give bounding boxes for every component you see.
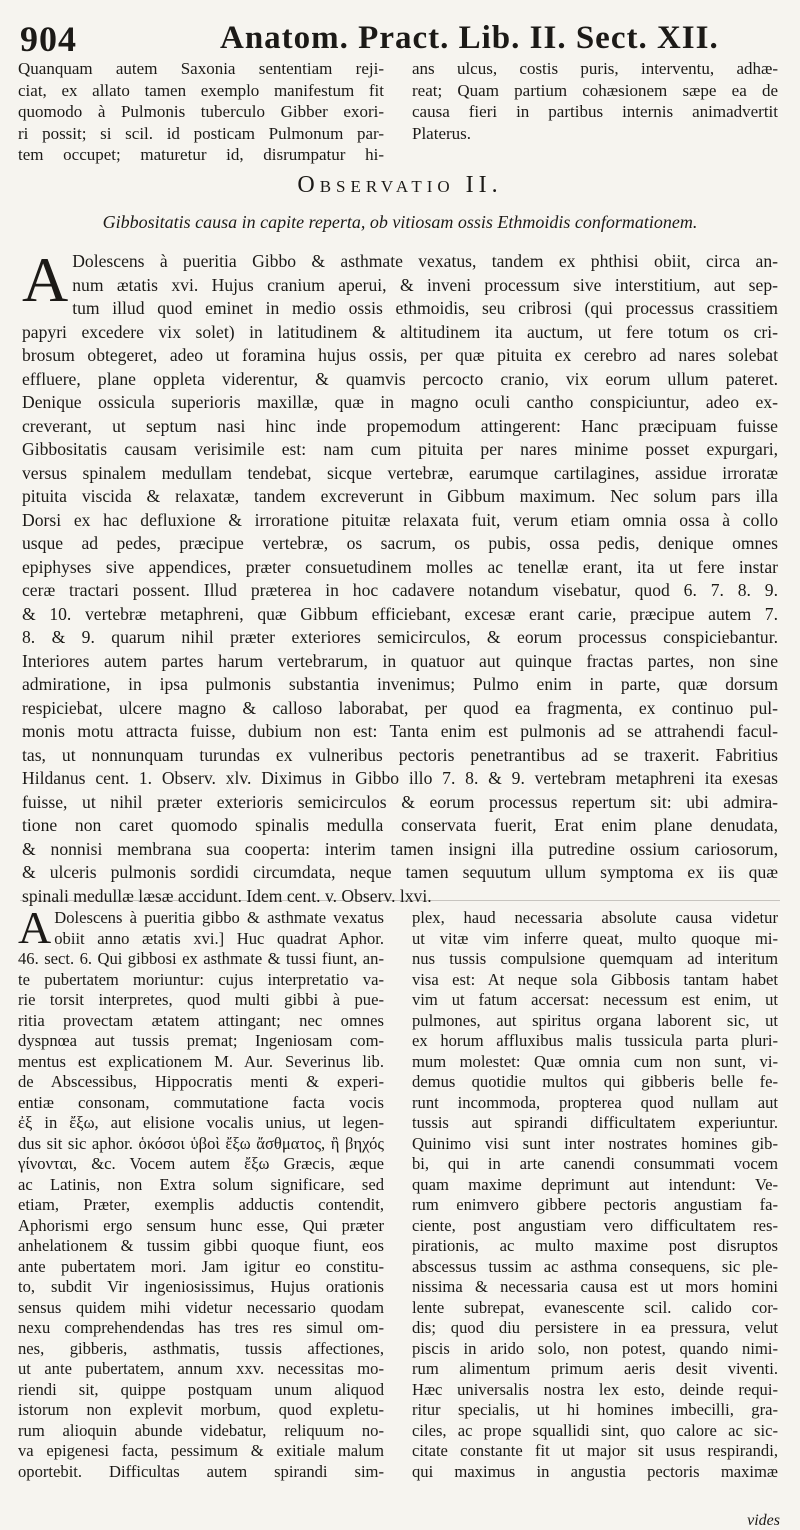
commentary-section [18, 908, 778, 1482]
text-line: mentus est explicationem M. Aur. Severinus lib. [18, 1051, 384, 1071]
text-line: tussis aut spirandi difficultatem experiuntur. [412, 1113, 778, 1132]
text-line: ut vitæ vim inferre queat, multo quoque mi- [412, 928, 778, 948]
text-line: piscis in arido solo, non potest, quando nimi- [412, 1338, 778, 1358]
text-line: rum enimvero gibbere pectoris angustiam fa- [412, 1195, 778, 1214]
text-line: Interiores autem partes harum vertebrarum, in quatuor aut quinque fractas partes, non sine [22, 650, 778, 671]
text-line: effluere, plane oppleta viderentur, & quamvis percocto cranio, vix eorum ullum pateret. [22, 368, 778, 389]
text-line: vim ut fatum accersat: necessum est enim, ut [412, 990, 778, 1009]
text-line: fuisse, ut nihil præter exterioris semicirculos & eorum processus repertum sit: ubi admira- [22, 791, 778, 812]
text-line: pulmones, aut spiritus organa laborent sic, ut [412, 1010, 778, 1030]
text-line: versus spinalem medullam tendebat, sicque vertebræ, earumque cartilagines, assidue irroratæ [22, 462, 778, 483]
text-line: istorum non explevit morbum, quod expletu- [18, 1400, 384, 1419]
text-line: Gibbositatis causam verisimile est: nam cum pituita per nares minime posset expurgari, [22, 439, 778, 459]
text-line: nus tussis compulsione quemquam ad interitum [412, 949, 778, 968]
text-line: dyspnœa aut tussis premat; Ingeniosam com- [18, 1031, 384, 1050]
text-line: admiratione, in ipsa pulmonis substantia invenimus; Pulmo enim in parte, quæ dorsum [22, 674, 778, 694]
text-line: usque ad pedes, præcipue vertebræ, os sacrum, os pubis, ossa pedis, denique omnes [22, 533, 778, 553]
top-left-column [18, 58, 384, 166]
text-line: ri possit; si scil. id posticam Pulmonum par- [18, 123, 384, 143]
text-line: entiæ consonam, commutatione facta vocis [18, 1092, 384, 1112]
text-line: pituita viscida & relaxatæ, tandem excreverunt in Gibbum maximum. Nec solum pars illa [22, 486, 778, 506]
commentary-right-column [412, 908, 778, 1482]
text-line: qui maximus in angustia pectoris maximæ [412, 1461, 778, 1481]
observation-subtitle: Gibbositatis causa in capite reperta, ob vitiosam ossis Ethmoidis conformationem. [102, 212, 698, 232]
text-line: ἐξ in ἔξω, aut elisione vocalis unius, ut legen- [18, 1113, 384, 1132]
text-line: Quanquam autem Saxonia sententiam reji- [18, 59, 384, 78]
text-line: obiit anno ætatis xvi.] Huc quadrat Aphor. [54, 928, 384, 948]
text-line: anhelationem & tussim gibbi quoque fiunt, eos [18, 1236, 384, 1255]
text-line: Dorsi ex hac defluxione & irroratione pituitæ relaxata fuit, verum etiam omnia ossa à collo [22, 509, 778, 530]
page-number: 904 [20, 19, 77, 59]
text-line: riendi sit, quippe postquam unum aliquod [18, 1379, 384, 1399]
text-line: plex, haud necessaria absolute causa videtur [412, 908, 778, 927]
text-line: γίνονται, &c. Vocem autem ἔξω Græcis, æque [18, 1154, 384, 1173]
text-line: nexu comprehendendas has tres res simul om- [18, 1318, 384, 1337]
text-line: abscessus tussim ac asthma consequens, sic ple- [412, 1256, 778, 1276]
catchword: vides [747, 1512, 780, 1529]
text-line: nes, gibberis, asthmatis, tussis affectiones, [18, 1338, 384, 1358]
text-line: nissima & necessaria causa est ut mors homini [412, 1277, 778, 1296]
text-line: rum alimentum primum aeris desit viventi. [412, 1359, 778, 1378]
text-line: Hæc universalis nostra lex esto, deinde requi- [412, 1379, 778, 1399]
text-line: ante pubertatem mori. Jam igitur eo constitu- [18, 1256, 384, 1276]
observation-title: Observatio II. [297, 172, 503, 198]
text-line: oportebit. Difficultas autem spirandi sim- [18, 1461, 384, 1481]
text-line: bi, qui in arte canendi consummati vocem [412, 1154, 778, 1173]
text-line: quomodo à Pulmonis tuberculo Gibber exori- [18, 102, 384, 121]
text-line: tione non caret quomodo spinalis medulla conservata fuerit, Erat enim plane denudata, [22, 815, 778, 835]
commentary-left-column [18, 908, 384, 1482]
text-line: causa fieri in partibus internis animadvertit [412, 102, 778, 121]
text-line: Platerus. [412, 123, 472, 143]
text-line: & 10. vertebræ metaphreni, quæ Gibbum efficiebant, excesæ erant carie, præcipue autem 7. [22, 603, 778, 624]
commentary-drop-cap: A [18, 908, 52, 953]
text-line: tas, ut nonnunquam turundas ex vulneribus pectoris penetrantibus ad se traxerit. Fabritius [22, 744, 778, 765]
section-divider [20, 900, 780, 901]
text-line: Dolescens à pueritia gibbo & asthmate vexatus [54, 908, 384, 927]
text-line: va epigenesi facta, pessimum & exitiale malum [18, 1441, 384, 1460]
text-line: te pubertatem moriuntur: cujus interpretatio va- [18, 969, 384, 989]
text-line: tem occupet; maturetur id, disrumpatur hi- [18, 145, 384, 164]
text-line: ceræ tractari possent. Illud præterea in hoc cadavere notandum visebatur, quod 6. 7. 8. 9. [22, 580, 778, 600]
text-line: monis motu attracta fuisse, dubium non est: Tanta enim est pulmonis ad se attrahendi facul- [22, 721, 778, 741]
text-line: spinali medullæ læsæ accidunt. Idem cent. v. Observ. lxvi. [22, 885, 432, 906]
text-line: 8. & 9. quarum nihil præter exteriores semicirculos, & eorum processus conspiciebantur. [22, 627, 778, 647]
text-line: sensus quidem mihi videtur necessario quodam [18, 1297, 384, 1317]
text-line: etiam, Præter, exemplis adductis contendit, [18, 1195, 384, 1214]
text-line: mum molestet: Quæ omnia cum non sunt, vi- [412, 1051, 778, 1071]
text-line: ut ante pubertatem, annum xxv. necessitas mo- [18, 1359, 384, 1378]
text-line: creverant, ut septum nasi hinc inde propemodum attingerent: Hanc præcipuam fuisse [22, 415, 778, 436]
text-line: runt incommoda, propterea quod nullam aut [412, 1092, 778, 1112]
text-line: reat; Quam partium cohæsionem sæpe ea de [412, 80, 778, 100]
text-line: epiphyses sive appendices, præter consuetudinem molles ac tenellæ erant, ita ut fere instar [22, 556, 778, 577]
text-line: ciente, post angustiam vero difficultatem res- [412, 1215, 778, 1235]
text-line: papyri excedere vix solet) in latitudinem & altitudinem ita auctum, ut fere totum os cri- [22, 321, 778, 342]
drop-cap: A [22, 244, 69, 315]
top-right-column [412, 58, 778, 166]
text-line: Dolescens à pueritia Gibbo & asthmate vexatus, tandem ex phthisi obiit, circa an- [72, 251, 778, 271]
text-line: ritia provectam ætatem attingant; nec omnes [18, 1010, 384, 1030]
text-line: Aphorismi ergo sensum hunc esse, Qui præter [18, 1215, 384, 1235]
text-line: citate constante fit ut major sit usus respirandi, [412, 1441, 778, 1460]
text-line: lente subrepat, evanescente scil. calido cor- [412, 1297, 778, 1317]
running-head: Anatom. Pract. Lib. II. Sect. XII. [220, 20, 719, 56]
text-line: Denique ossicula superioris maxillæ, quæ in magno oculi cantho conspiciuntur, adeo ex- [22, 392, 778, 412]
text-line: respiciebat, ulcere magno & calloso laborabat, per quod ea fragmenta, ex continuo pul- [22, 697, 778, 718]
text-line: rum alioquin abunde videbatur, reliquum no- [18, 1420, 384, 1440]
text-line: ex horum affluxibus malis tussicula parta pluri- [412, 1031, 778, 1050]
text-line: dis; quod diu persistere in ea pressura, velut [412, 1318, 778, 1337]
text-line: Quinimo visi sunt inter nostrates homines gib- [412, 1133, 778, 1153]
text-line: visa est: At neque sola Gibbosis tantam habet [412, 969, 778, 989]
text-line: Hildanus cent. 1. Observ. xlv. Diximus in Gibbo illo 7. 8. & 9. vertebram metaphreni ita exesas [22, 768, 778, 788]
text-line: brosum obtegeret, adeo ut foramina hujus ossis, per quæ pituita ex cerebro ad nares solebat [22, 345, 778, 365]
text-line: ac Latinis, non Extra solum significare, sed [18, 1174, 384, 1194]
text-line: ciat, ex allato tamen exemplo manifestum fit [18, 80, 384, 100]
observation-body [22, 244, 778, 908]
text-line: quam maxime deprimunt aut intendunt: Ve- [412, 1174, 778, 1194]
text-line: to, subdit Vir ingeniosissimus, Hujus orationis [18, 1277, 384, 1296]
text-line: rie torsit interpretes, quod multi gibbi à pue- [18, 990, 384, 1009]
text-line: demus quotidie multos qui gibberis belle fe- [412, 1072, 778, 1091]
text-line: ritur specialis, ut hi homines imbecilli, gra- [412, 1400, 778, 1419]
text-line: ciles, ac prope squallidi sint, quo calore ac sic- [412, 1420, 778, 1440]
text-line: dus sit sic aphor. ὁκόσοι ὑβοὶ ἔξω ἄσθματος, ἢ βηχός [18, 1133, 384, 1153]
text-line: ans ulcus, costis puris, interventu, adhæ- [412, 59, 778, 78]
top-section [18, 58, 778, 166]
text-line: tum illud quod eminet in medio ossis ethmoidis, seu cribrosi (qui processus crassitiem [72, 298, 778, 318]
observation-text [22, 244, 778, 908]
text-line: num ætatis xvi. Hujus cranium aperui, & inveni processum sive interstitium, aut sep- [72, 274, 778, 295]
text-line: de Abscessibus, Hippocratis menti & experi- [18, 1072, 384, 1091]
text-line: & nonnisi membrana sua cooperta: interim tamen insigni illa putredine ossium cariosorum, [22, 838, 778, 859]
text-line: 46. sect. 6. Qui gibbosi ex asthmate & tussi fiunt, an- [18, 949, 384, 968]
text-line: pirationis, ac multo maxime post disruptos [412, 1236, 778, 1255]
text-line: & ulceris pulmonis sordidi circumdata, neque tamen sequutum ullum symptoma ex iis quæ [22, 862, 778, 882]
